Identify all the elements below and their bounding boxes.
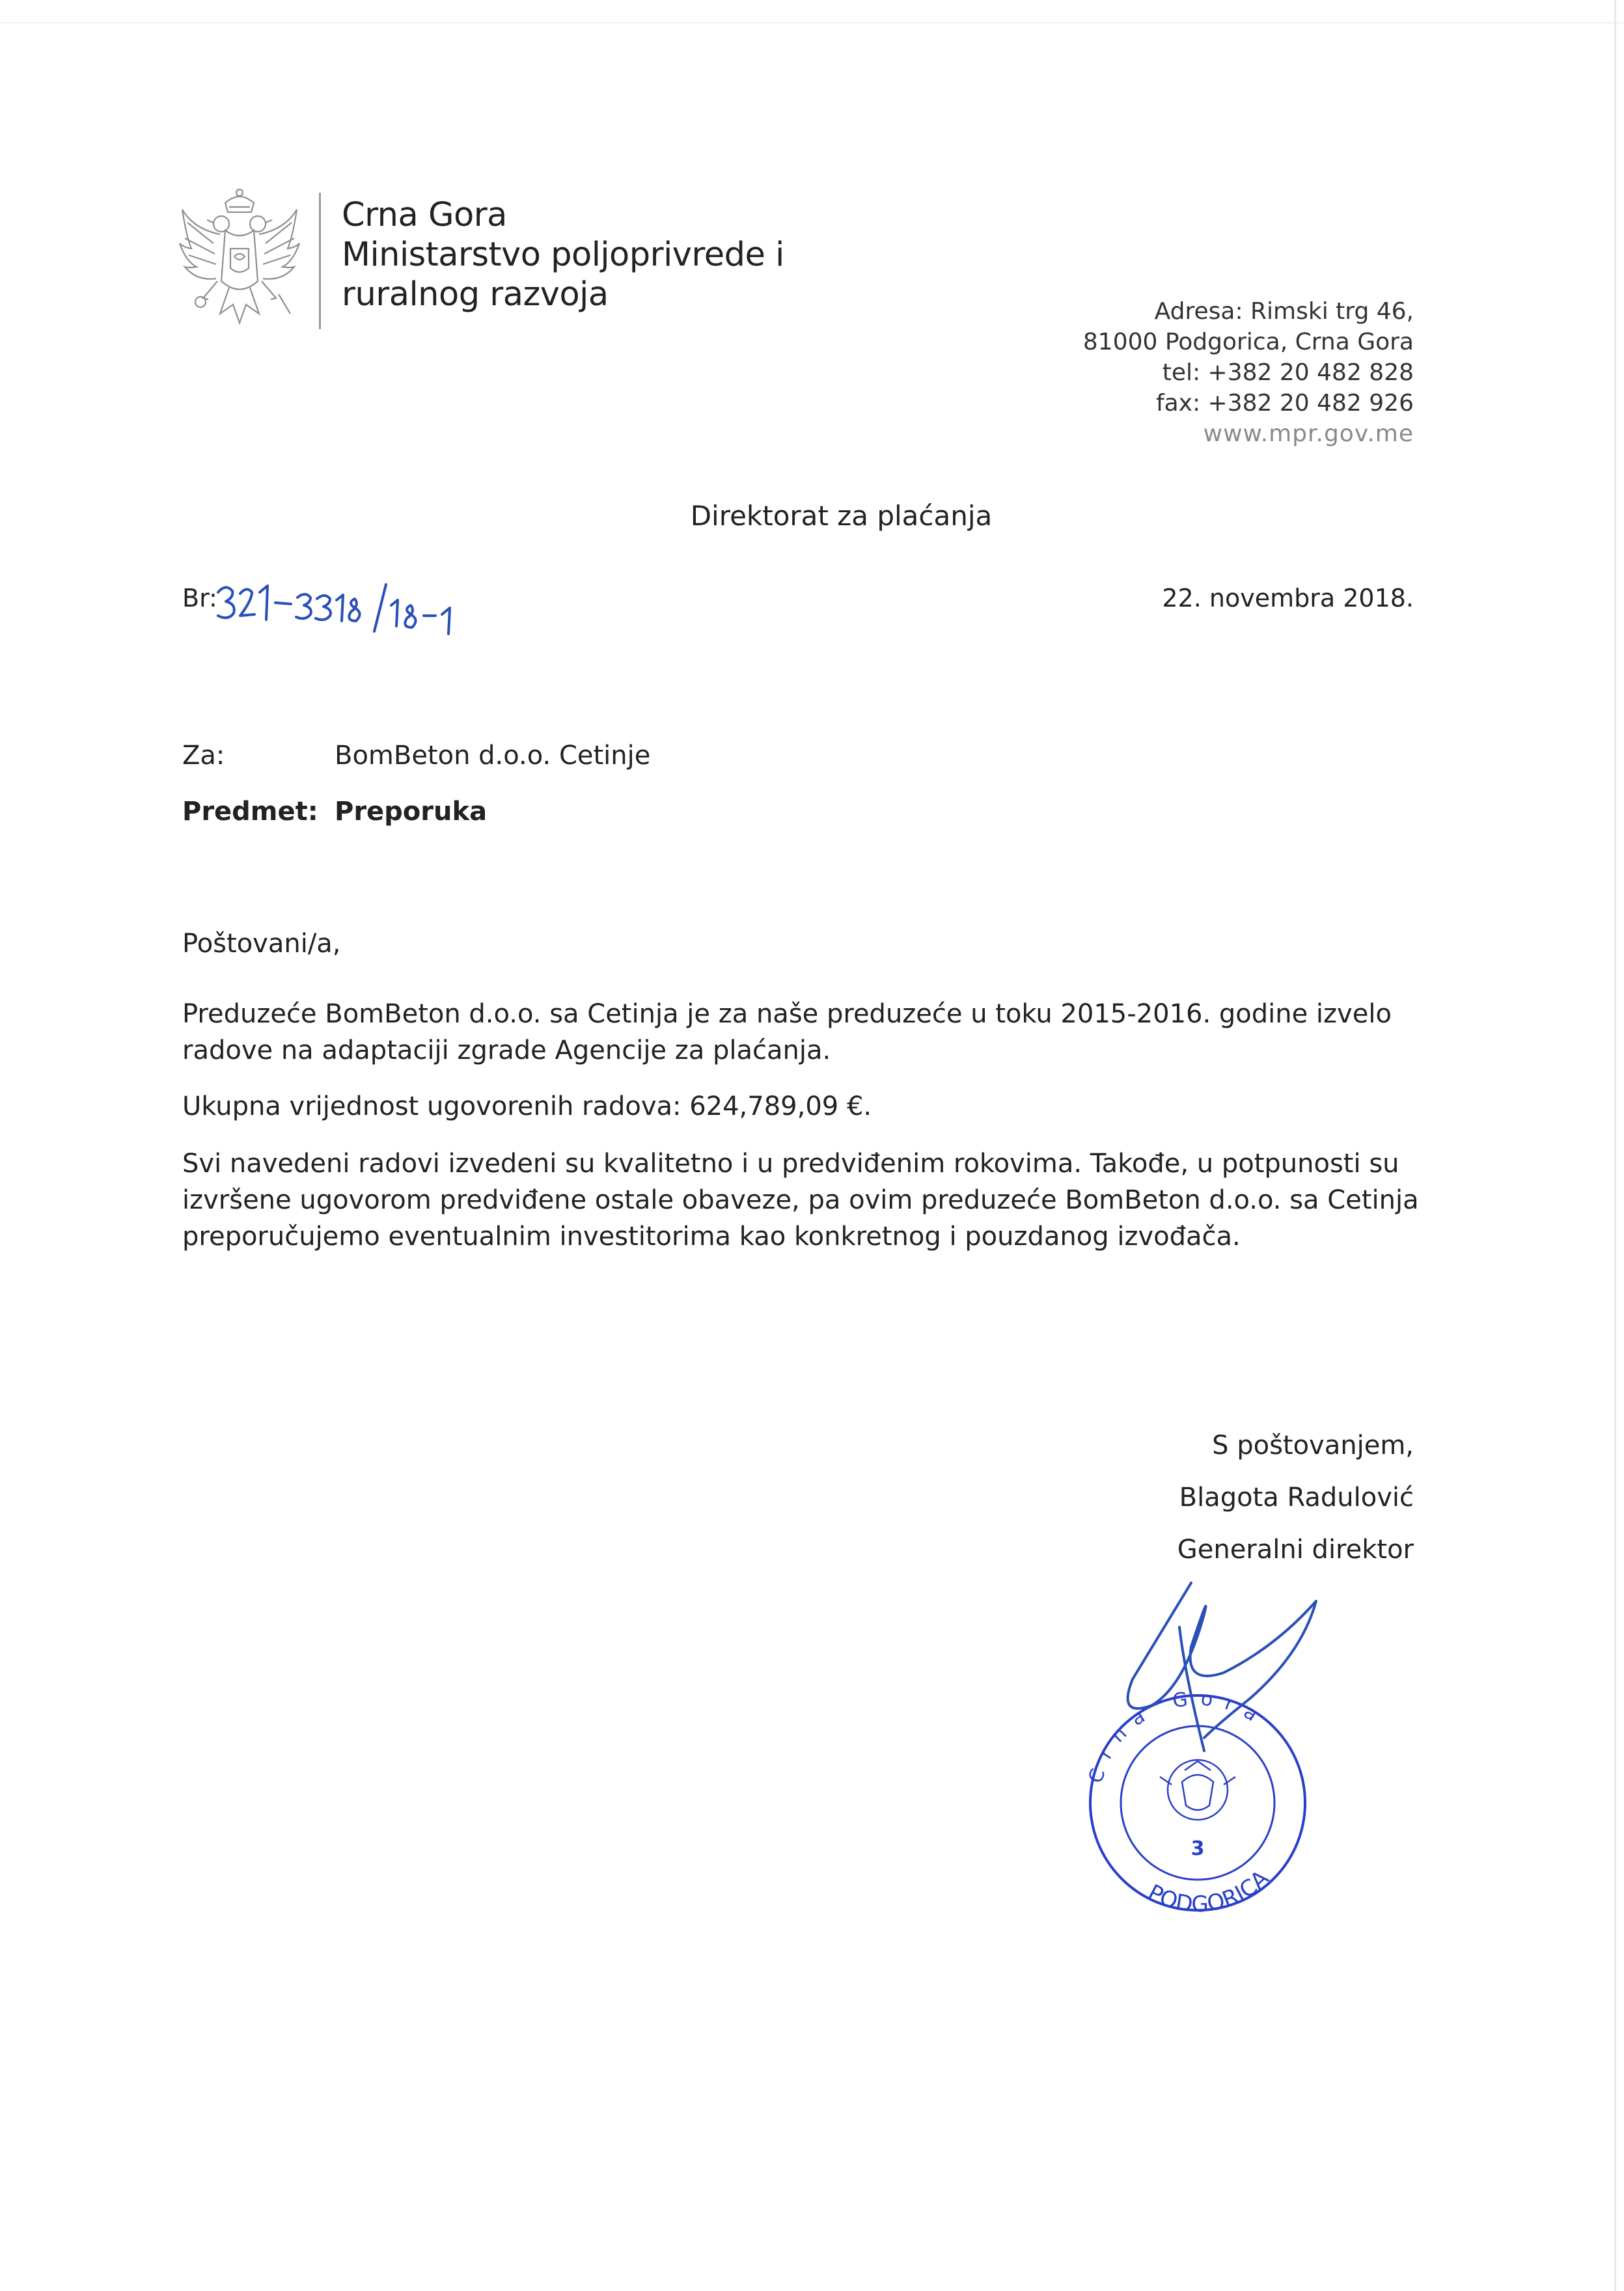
contact-block xyxy=(1083,296,1414,449)
signature-and-stamp xyxy=(1054,1575,1341,1979)
handwritten-reference-number xyxy=(212,566,498,638)
phone-line: tel: +382 20 482 828 xyxy=(1162,359,1414,386)
website-link[interactable]: www.mpr.gov.me xyxy=(1203,420,1414,447)
letter-date: 22. novembra 2018. xyxy=(1162,584,1414,612)
closing-regards: S poštovanjem, xyxy=(1212,1431,1414,1461)
reference-label: Br: xyxy=(182,584,217,612)
org-line-ministry: Ministarstvo poljoprivrede i xyxy=(342,236,784,274)
fax-line: fax: +382 20 482 926 xyxy=(1155,390,1414,417)
recipient-value: BomBeton d.o.o. Cetinje xyxy=(335,741,651,771)
org-line-country: Crna Gora xyxy=(342,196,507,234)
svg-text:PODGORICA: PODGORICA xyxy=(1143,1865,1274,1918)
organization-name xyxy=(342,195,784,314)
subject-value: Preporuka xyxy=(335,797,488,827)
recipient-label: Za: xyxy=(182,741,225,771)
department-name: Direktorat za plaćanja xyxy=(690,500,993,532)
handwritten-signature xyxy=(1128,1583,1316,1751)
paragraph-recommendation: Svi navedeni radovi izvedeni su kvalitetno i u predviđenim rokovima. Takođe, u potpunosti su izvršene ugovorom predviđene ostale obaveze, pa ovim preduzeće BomBeton d.o.o. sa Cetinja preporučujemo eventualnim investitorima kao konkretnog i pouzdanog izvođača. xyxy=(182,1149,1419,1252)
subject-label: Predmet: xyxy=(182,797,318,827)
paragraph-contract-value: Ukupna vrijednost ugovorenih radova: 624,789,09 €. xyxy=(182,1091,872,1121)
paragraph-intro: Preduzeće BomBeton d.o.o. sa Cetinja je za naše preduzeće u toku 2015-2016. godine izvelo radove na adaptaciji zgrade Agencije za plaćanja. xyxy=(182,999,1392,1065)
header-divider xyxy=(319,193,321,329)
scan-edge-right xyxy=(1614,0,1616,2291)
svg-text:Crna Gora: Crna Gora xyxy=(1084,1686,1272,1787)
scan-edge-top xyxy=(0,22,1624,23)
signatory-name: Blagota Radulović xyxy=(1179,1483,1414,1513)
coat-of-arms-icon xyxy=(174,184,305,333)
org-line-ministry-cont: ruralnog razvoja xyxy=(342,275,609,314)
address-line: Adresa: Rimski trg 46, xyxy=(1154,298,1414,325)
svg-text:3: 3 xyxy=(1190,1837,1205,1860)
city-line: 81000 Podgorica, Crna Gora xyxy=(1082,329,1414,355)
salutation: Poštovani/a, xyxy=(182,929,341,959)
signatory-title: Generalni direktor xyxy=(1177,1535,1414,1565)
